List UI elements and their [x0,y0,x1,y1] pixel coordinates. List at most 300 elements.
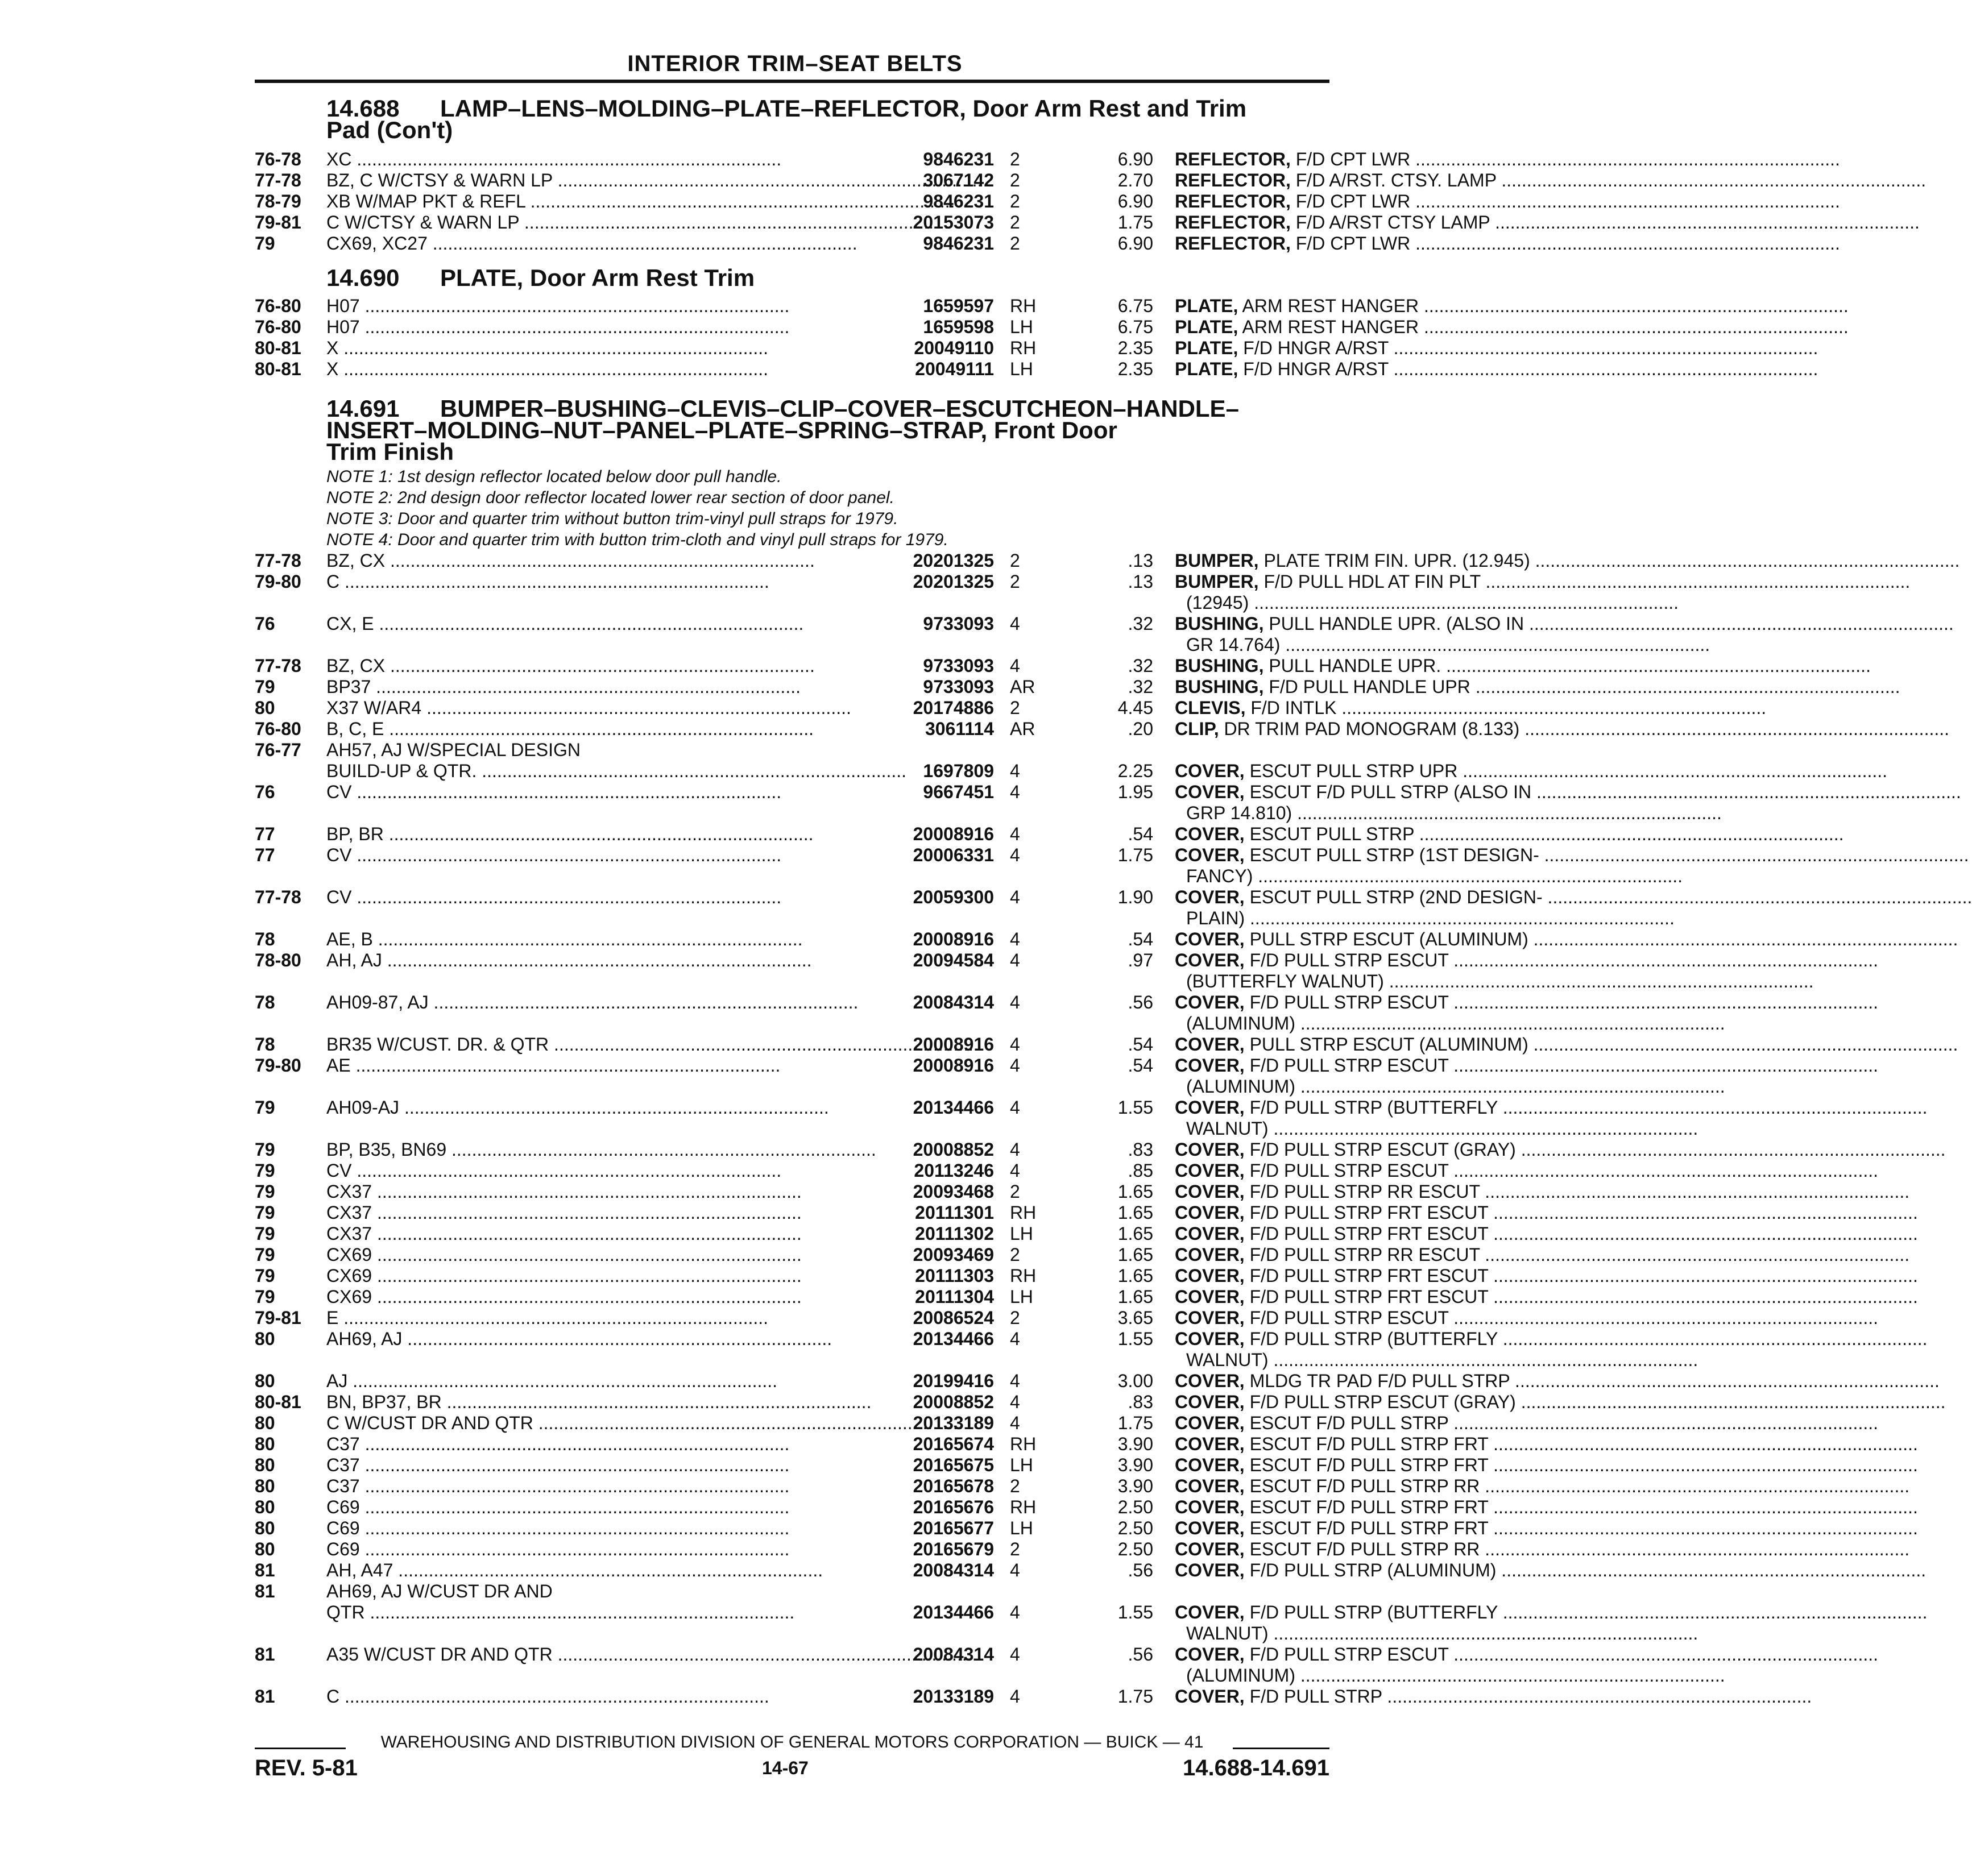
description-keyword: COVER, [1175,1308,1245,1328]
model-year: 77-78 [255,887,301,907]
price: 2.35 [1117,338,1153,358]
model-year: 79-81 [255,1308,301,1328]
model-year: 78-80 [255,950,301,970]
section-title-text: LAMP–LENS–MOLDING–PLATE–REFLECTOR, Door Arm Rest and Trim [440,95,1247,122]
model-code: CX, E ..... [326,613,839,634]
quantity: LH [1010,317,1033,337]
description-keyword: COVER, [1175,1286,1245,1307]
description [1175,233,1584,254]
description-text: ESCUT F/D PULL STRP FRT [1249,1497,1489,1517]
description [1175,1392,1584,1413]
table-row [255,571,1481,592]
description-keyword: REFLECTOR, [1175,191,1291,211]
part-number: 9846231 [923,149,994,169]
quantity: 4 [1010,950,1020,970]
table-row [255,887,1543,908]
description [1175,908,1596,929]
section-number: 14.690 [326,264,400,291]
table-row [255,1118,1329,1139]
part-number: 20008916 [913,929,994,949]
description-text: F/D PULL STRP ESCUT (GRAY) [1249,1139,1516,1160]
section-number: 14.691 [326,395,400,422]
description [1175,191,1584,212]
model-year: 80 [255,1497,275,1517]
description-text: GRP 14.810) [1186,803,1292,823]
part-number: 9733093 [923,655,994,676]
part-number: 20201325 [913,571,994,592]
model-code: C69 ..... [326,1497,839,1518]
model-code: CV ..... [326,782,839,803]
description [1175,592,1596,613]
model-year: 80 [255,1518,275,1538]
model-code: H07 ..... [326,317,839,338]
section-title-text: Pad (Con't) [326,117,453,143]
model-year: 79-80 [255,571,301,592]
price: 2.50 [1117,1497,1153,1517]
table-row [255,1581,1329,1602]
model-code: X ..... [326,338,839,359]
model-year: 79 [255,1097,275,1118]
description-keyword: BUSHING, [1175,613,1264,634]
price: 2.35 [1117,359,1153,379]
table-row [255,233,1411,254]
price: 1.65 [1117,1286,1153,1307]
model-code: C ..... [326,571,839,592]
table-row [255,1350,1329,1371]
price: 3.90 [1117,1434,1153,1454]
description [1175,1160,1584,1181]
table-row [255,782,1532,803]
description-keyword: COVER, [1175,1139,1245,1160]
model-code: CX69 ..... [326,1265,839,1286]
model-year: 79 [255,1286,275,1307]
table-row [255,1329,1498,1350]
description [1175,698,1584,719]
description-keyword: REFLECTOR, [1175,170,1291,190]
description [1175,655,1584,676]
description [1175,1202,1584,1223]
part-number: 1697809 [923,761,994,781]
quantity: 4 [1010,1560,1020,1580]
model-code: BZ, CX ..... [326,655,839,676]
model-year: 77 [255,824,275,844]
description [1175,1434,1584,1455]
footer-section-range: 14.688-14.691 [1182,1755,1329,1780]
model-code: CV ..... [326,845,839,866]
description-keyword: BUSHING, [1175,655,1264,676]
quantity: 4 [1010,1686,1020,1707]
price: 3.00 [1117,1371,1153,1391]
model-year: 80 [255,1476,275,1496]
quantity: 2 [1010,212,1020,233]
price: .83 [1128,1139,1153,1160]
model-year: 79 [255,1202,275,1223]
price: 2.70 [1117,170,1153,190]
price: 1.75 [1117,1686,1153,1707]
description [1175,634,1596,655]
part-number: 20049110 [914,338,994,358]
part-number: 20133189 [913,1686,994,1707]
quantity: 4 [1010,761,1020,781]
description-keyword: COVER, [1175,1602,1245,1622]
quantity: 4 [1010,655,1020,676]
description-keyword: COVER, [1175,1181,1245,1202]
part-number: 20165676 [913,1497,994,1517]
table-row [255,1034,1528,1055]
description [1175,1244,1584,1265]
price: 2.50 [1117,1518,1153,1538]
model-code: CX69, XC27 ..... [326,233,839,254]
model-year: 80 [255,1434,275,1454]
description-keyword: BUMPER, [1175,550,1259,571]
price: 1.75 [1117,845,1153,865]
description-text: ESCUT F/D PULL STRP [1249,1413,1449,1433]
price: .56 [1128,1560,1153,1580]
model-code: CX69 ..... [326,1286,839,1308]
model-code: CX69 ..... [326,1244,839,1265]
table-row [255,191,1411,212]
price: .13 [1128,571,1153,592]
model-year: 80 [255,1371,275,1391]
description-keyword: REFLECTOR, [1175,149,1291,169]
description [1175,845,1584,866]
table-row [255,803,1329,824]
quantity: 4 [1010,1644,1020,1665]
description-keyword: COVER, [1175,950,1245,970]
part-number: 20008852 [913,1139,994,1160]
description [1175,1623,1596,1644]
description [1175,1644,1584,1665]
description-keyword: COVER, [1175,1497,1245,1517]
table-row [255,1476,1480,1497]
part-number: 20165675 [913,1455,994,1475]
table-row [255,1371,1510,1392]
table-row [255,950,1449,971]
description [1175,1076,1596,1097]
table-row [255,1244,1480,1265]
model-year: 78-79 [255,191,301,211]
section-number: 14.688 [326,95,400,122]
model-year: 80 [255,1413,275,1433]
description-text: WALNUT) [1186,1350,1269,1370]
model-code: QTR ..... [326,1602,839,1623]
description-keyword: COVER, [1175,1034,1245,1055]
part-number: 20008916 [913,824,994,844]
price: 6.90 [1117,233,1153,254]
part-number: 9733093 [923,613,994,634]
table-row [255,338,1389,359]
model-code: BN, BP37, BR ..... [326,1392,839,1413]
price: 6.75 [1117,296,1153,316]
description-text: ESCUT F/D PULL STRP (ALSO IN [1249,782,1532,802]
price: .97 [1128,950,1153,970]
description [1175,1181,1584,1202]
model-year: 79-80 [255,1055,301,1076]
model-year: 80-81 [255,338,301,358]
price: 1.65 [1117,1244,1153,1265]
description-text: ESCUT PULL STRP (2ND DESIGN- [1249,887,1543,907]
price: 1.65 [1117,1223,1153,1244]
table-row [255,1497,1489,1518]
part-number: 20165679 [913,1539,994,1559]
table-row [255,634,1329,655]
part-number: 20134466 [913,1329,994,1349]
price: 1.65 [1117,1181,1153,1202]
model-year: 76-80 [255,296,301,316]
description [1175,1286,1584,1308]
price: 2.50 [1117,1539,1153,1559]
footer-page-number: 14-67 [762,1758,809,1778]
model-code: CX37 ..... [326,1223,839,1244]
table-row [255,1076,1329,1097]
description [1175,1055,1584,1076]
model-code: C37 ..... [326,1434,839,1455]
table-row [255,929,1528,950]
table-row [255,1265,1489,1286]
quantity: LH [1010,1518,1033,1538]
part-number: 20008916 [913,1055,994,1076]
part-number: 20199416 [913,1371,994,1391]
model-code: CV ..... [326,887,839,908]
price: 1.55 [1117,1602,1153,1622]
note-4: NOTE 4: Door and quarter trim with button trim-cloth and vinyl pull straps for 1979. [326,530,948,549]
model-code: C37 ..... [326,1476,839,1497]
description [1175,1308,1584,1329]
table-row [255,1665,1329,1686]
description-text: F/D PULL STRP RR ESCUT [1249,1244,1480,1265]
part-number: 20165677 [913,1518,994,1538]
description-keyword: COVER, [1175,887,1245,907]
description-text: ESCUT PULL STRP (1ST DESIGN- [1249,845,1539,865]
quantity: 2 [1010,149,1020,169]
model-year: 77-78 [255,550,301,571]
table-row [255,296,1419,317]
page-title: INTERIOR TRIM–SEAT BELTS [627,51,963,76]
table-row [255,212,1490,233]
part-number: 20133189 [913,1413,994,1433]
description-text: PULL HANDLE UPR. (ALSO IN [1269,613,1524,634]
quantity: 2 [1010,233,1020,254]
description-text: F/D PULL STRP FRT ESCUT [1249,1202,1489,1223]
part-number: 20134466 [913,1602,994,1622]
description [1175,1602,1584,1623]
description [1175,1013,1596,1034]
description-text: (12945) [1186,592,1249,613]
part-number: 20084314 [913,992,994,1012]
model-code: C W/CUST DR AND QTR ..... [326,1413,839,1434]
price: 2.25 [1117,761,1153,781]
model-year: 76-80 [255,719,301,739]
description [1175,1265,1584,1286]
model-code: AH09-87, AJ ..... [326,992,839,1013]
quantity: 4 [1010,845,1020,865]
quantity: 4 [1010,782,1020,802]
description [1175,887,1584,908]
description-text: PLAIN) [1186,908,1245,928]
table-row [255,1013,1329,1034]
part-number: 20093469 [913,1244,994,1265]
description-text: F/D PULL STRP [1249,1686,1382,1707]
description-keyword: COVER, [1175,1455,1245,1475]
model-year: 77-78 [255,655,301,676]
part-number: 20111302 [915,1223,994,1244]
quantity: 2 [1010,698,1020,718]
table-row [255,1055,1449,1076]
model-year: 80 [255,1539,275,1559]
part-number: 20174886 [913,698,994,718]
description-text: F/D A/RST CTSY LAMP [1295,212,1490,233]
model-year: 81 [255,1581,275,1601]
description-text: F/D PULL STRP (ALUMINUM) [1249,1560,1497,1580]
quantity: 2 [1010,170,1020,190]
price: 1.65 [1117,1202,1153,1223]
quantity: AR [1010,676,1035,697]
model-code: X37 W/AR4 ..... [326,698,839,719]
quantity: 2 [1010,550,1020,571]
description-text: ESCUT F/D PULL STRP FRT [1249,1518,1489,1538]
model-year: 81 [255,1644,275,1665]
description [1175,1455,1584,1476]
description [1175,359,1584,380]
description [1175,676,1584,698]
model-code: BP, B35, BN69 ..... [326,1139,839,1160]
price: .20 [1128,719,1153,739]
description-text: F/D PULL STRP (BUTTERFLY [1249,1097,1498,1118]
part-number: 1659598 [923,317,994,337]
table-row [255,719,1520,740]
quantity: 4 [1010,929,1020,949]
table-row [255,170,1497,191]
price: 1.75 [1117,212,1153,233]
quantity: RH [1010,338,1037,358]
description-keyword: BUMPER, [1175,571,1259,592]
model-year: 76-80 [255,317,301,337]
description-text: F/D CPT LWR [1295,149,1411,169]
table-row [255,824,1414,845]
quantity: 4 [1010,1034,1020,1055]
description [1175,571,1584,592]
table-row [255,1686,1382,1707]
model-code: AH69, AJ W/CUST DR AND [326,1581,553,1601]
price: .32 [1128,613,1153,634]
table-row [255,317,1419,338]
part-number: 20165674 [913,1434,994,1454]
table-row [255,550,1530,571]
table-row [255,1434,1489,1455]
part-number: 20111301 [915,1202,994,1223]
price: 3.90 [1117,1455,1153,1475]
description-text: WALNUT) [1186,1623,1269,1643]
price: 1.90 [1117,887,1153,907]
quantity: 4 [1010,1371,1020,1391]
description [1175,1139,1584,1160]
quantity: 4 [1010,1329,1020,1349]
model-year: 77 [255,845,275,865]
model-year: 81 [255,1560,275,1580]
description-text: F/D HNGR A/RST [1243,359,1389,379]
table-row [255,592,1329,613]
quantity: 4 [1010,1097,1020,1118]
table-row [255,1392,1516,1413]
description-text: ESCUT F/D PULL STRP RR [1249,1476,1480,1496]
quantity: 4 [1010,1602,1020,1622]
description [1175,803,1596,824]
description-keyword: CLIP, [1175,719,1219,739]
model-code: XB W/MAP PKT & REFL ..... [326,191,839,212]
price: 4.45 [1117,698,1153,718]
description-keyword: COVER, [1175,1560,1245,1580]
price: 6.75 [1117,317,1153,337]
description [1175,1413,1584,1434]
price: 6.90 [1117,191,1153,211]
description [1175,1118,1596,1139]
description-keyword: BUSHING, [1175,676,1264,697]
description [1175,613,1584,634]
description-text: (BUTTERFLY WALNUT) [1186,971,1384,991]
note-2: NOTE 2: 2nd design door reflector located lower rear section of door panel. [326,488,894,507]
section-title-text: Trim Finish [326,438,454,465]
model-code: C W/CTSY & WARN LP ..... [326,212,839,233]
quantity: 4 [1010,1392,1020,1412]
table-row [255,1560,1497,1581]
footer-revision: REV. 5-81 [255,1755,358,1780]
description-text: F/D PULL STRP RR ESCUT [1249,1181,1480,1202]
description-text: F/D PULL STRP (BUTTERFLY [1249,1602,1498,1622]
part-number: 20086524 [913,1308,994,1328]
model-year: 79 [255,676,275,697]
table-row [255,1602,1498,1623]
footer-division: WAREHOUSING AND DISTRIBUTION DIVISION OF GENERAL MOTORS CORPORATION — BUICK — 41 [380,1733,1204,1752]
model-year: 76-77 [255,740,301,760]
quantity: 4 [1010,613,1020,634]
part-number: 3061114 [925,719,994,739]
part-number: 20111304 [915,1286,994,1307]
description-text: F/D PULL STRP FRT ESCUT [1249,1265,1489,1286]
description-text: PULL HANDLE UPR. [1269,655,1441,676]
description-keyword: COVER, [1175,1413,1245,1433]
part-number: 20113246 [914,1160,994,1181]
quantity: LH [1010,1455,1033,1475]
description-text: F/D PULL STRP (BUTTERFLY [1249,1329,1498,1349]
description [1175,950,1584,971]
model-code: C ..... [326,1686,839,1707]
description [1175,992,1584,1013]
model-code: AJ ..... [326,1371,839,1392]
table-row [255,971,1384,992]
description [1175,929,1584,950]
table-row [255,149,1411,170]
price: 3.90 [1117,1476,1153,1496]
part-number: 20049111 [915,359,994,379]
description [1175,550,1584,571]
model-year: 79 [255,1139,275,1160]
note-3: NOTE 3: Door and quarter trim without button trim-vinyl pull straps for 1979. [326,509,898,528]
model-year: 80-81 [255,359,301,379]
part-number: 20059300 [913,887,994,907]
model-code: AH, AJ ..... [326,950,839,971]
description [1175,1371,1584,1392]
section-title-text: PLATE, Door Arm Rest Trim [440,264,755,291]
quantity: 4 [1010,992,1020,1012]
description-text: (ALUMINUM) [1186,1013,1295,1034]
quantity: RH [1010,1497,1037,1517]
table-row [255,676,1470,698]
table-row [255,1286,1489,1308]
description-text: F/D CPT LWR [1295,233,1411,254]
quantity: RH [1010,1434,1037,1454]
quantity: RH [1010,296,1037,316]
table-row [255,845,1539,866]
